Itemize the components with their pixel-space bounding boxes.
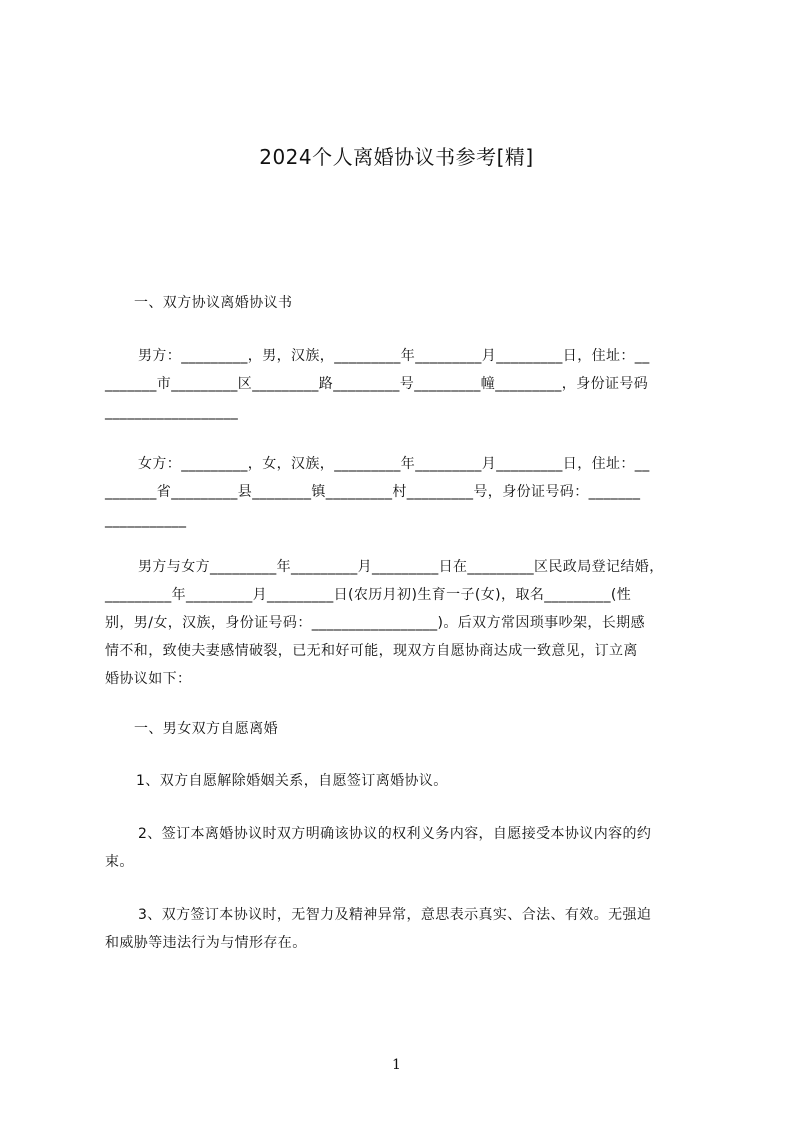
clause-3-line-1: 3、双方签订本协议时，无智力及精神异常，意思表示真实、合法、有效。无强迫: [138, 907, 652, 923]
female-party-line-2: _______省_________县________镇_________村_________号，身份证号码：_______: [105, 484, 641, 500]
section-1-heading: 一、双方协议离婚协议书: [134, 295, 293, 311]
male-party-line-3: __________________: [105, 404, 239, 420]
male-party-paragraph: [105, 342, 700, 426]
section-2-heading: 一、男女双方自愿离婚: [134, 721, 278, 737]
marriage-line-1: 男方与女方_________年_________月_________日在_________区民政局登记结婚，: [138, 559, 664, 575]
female-party-paragraph: [105, 450, 700, 534]
female-party-line-1: 女方：_________，女，汉族，_________年_________月_________日，住址：__: [138, 456, 650, 472]
clause-2: [105, 820, 700, 876]
clause-3-line-2: 和威胁等违法行为与情形存在。: [105, 935, 307, 951]
marriage-line-5: 婚协议如下：: [105, 671, 192, 687]
marriage-line-3: 别，男/女，汉族，身份证号码：_________________)。后双方常因琐事吵架，长期感: [105, 615, 645, 631]
clause-1: 1、双方自愿解除婚姻关系，自愿签订离婚协议。: [136, 773, 448, 789]
male-party-line-1: 男方：_________，男，汉族，_________年_________月_________日，住址：__: [138, 348, 650, 364]
marriage-paragraph: [105, 553, 700, 693]
document-title: 2024个人离婚协议书参考[精]: [259, 145, 534, 169]
clause-2-line-2: 束。: [105, 854, 134, 870]
male-party-line-2: _______市_________区_________路_________号_________幢_________，身份证号码: [105, 376, 649, 392]
clause-3: [105, 901, 700, 957]
marriage-line-4: 情不和，致使夫妻感情破裂，已无和好可能，现双方自愿协商达成一致意见，订立离: [105, 643, 638, 659]
female-party-line-3: ___________: [105, 512, 187, 528]
marriage-line-2: _________年_________月_________日(农历月初)生育一子(女)，取名_________(性: [105, 587, 632, 603]
clause-2-line-1: 2、签订本离婚协议时双方明确该协议的权利义务内容，自愿接受本协议内容的约: [138, 826, 652, 842]
page-number: 1: [392, 1057, 401, 1073]
